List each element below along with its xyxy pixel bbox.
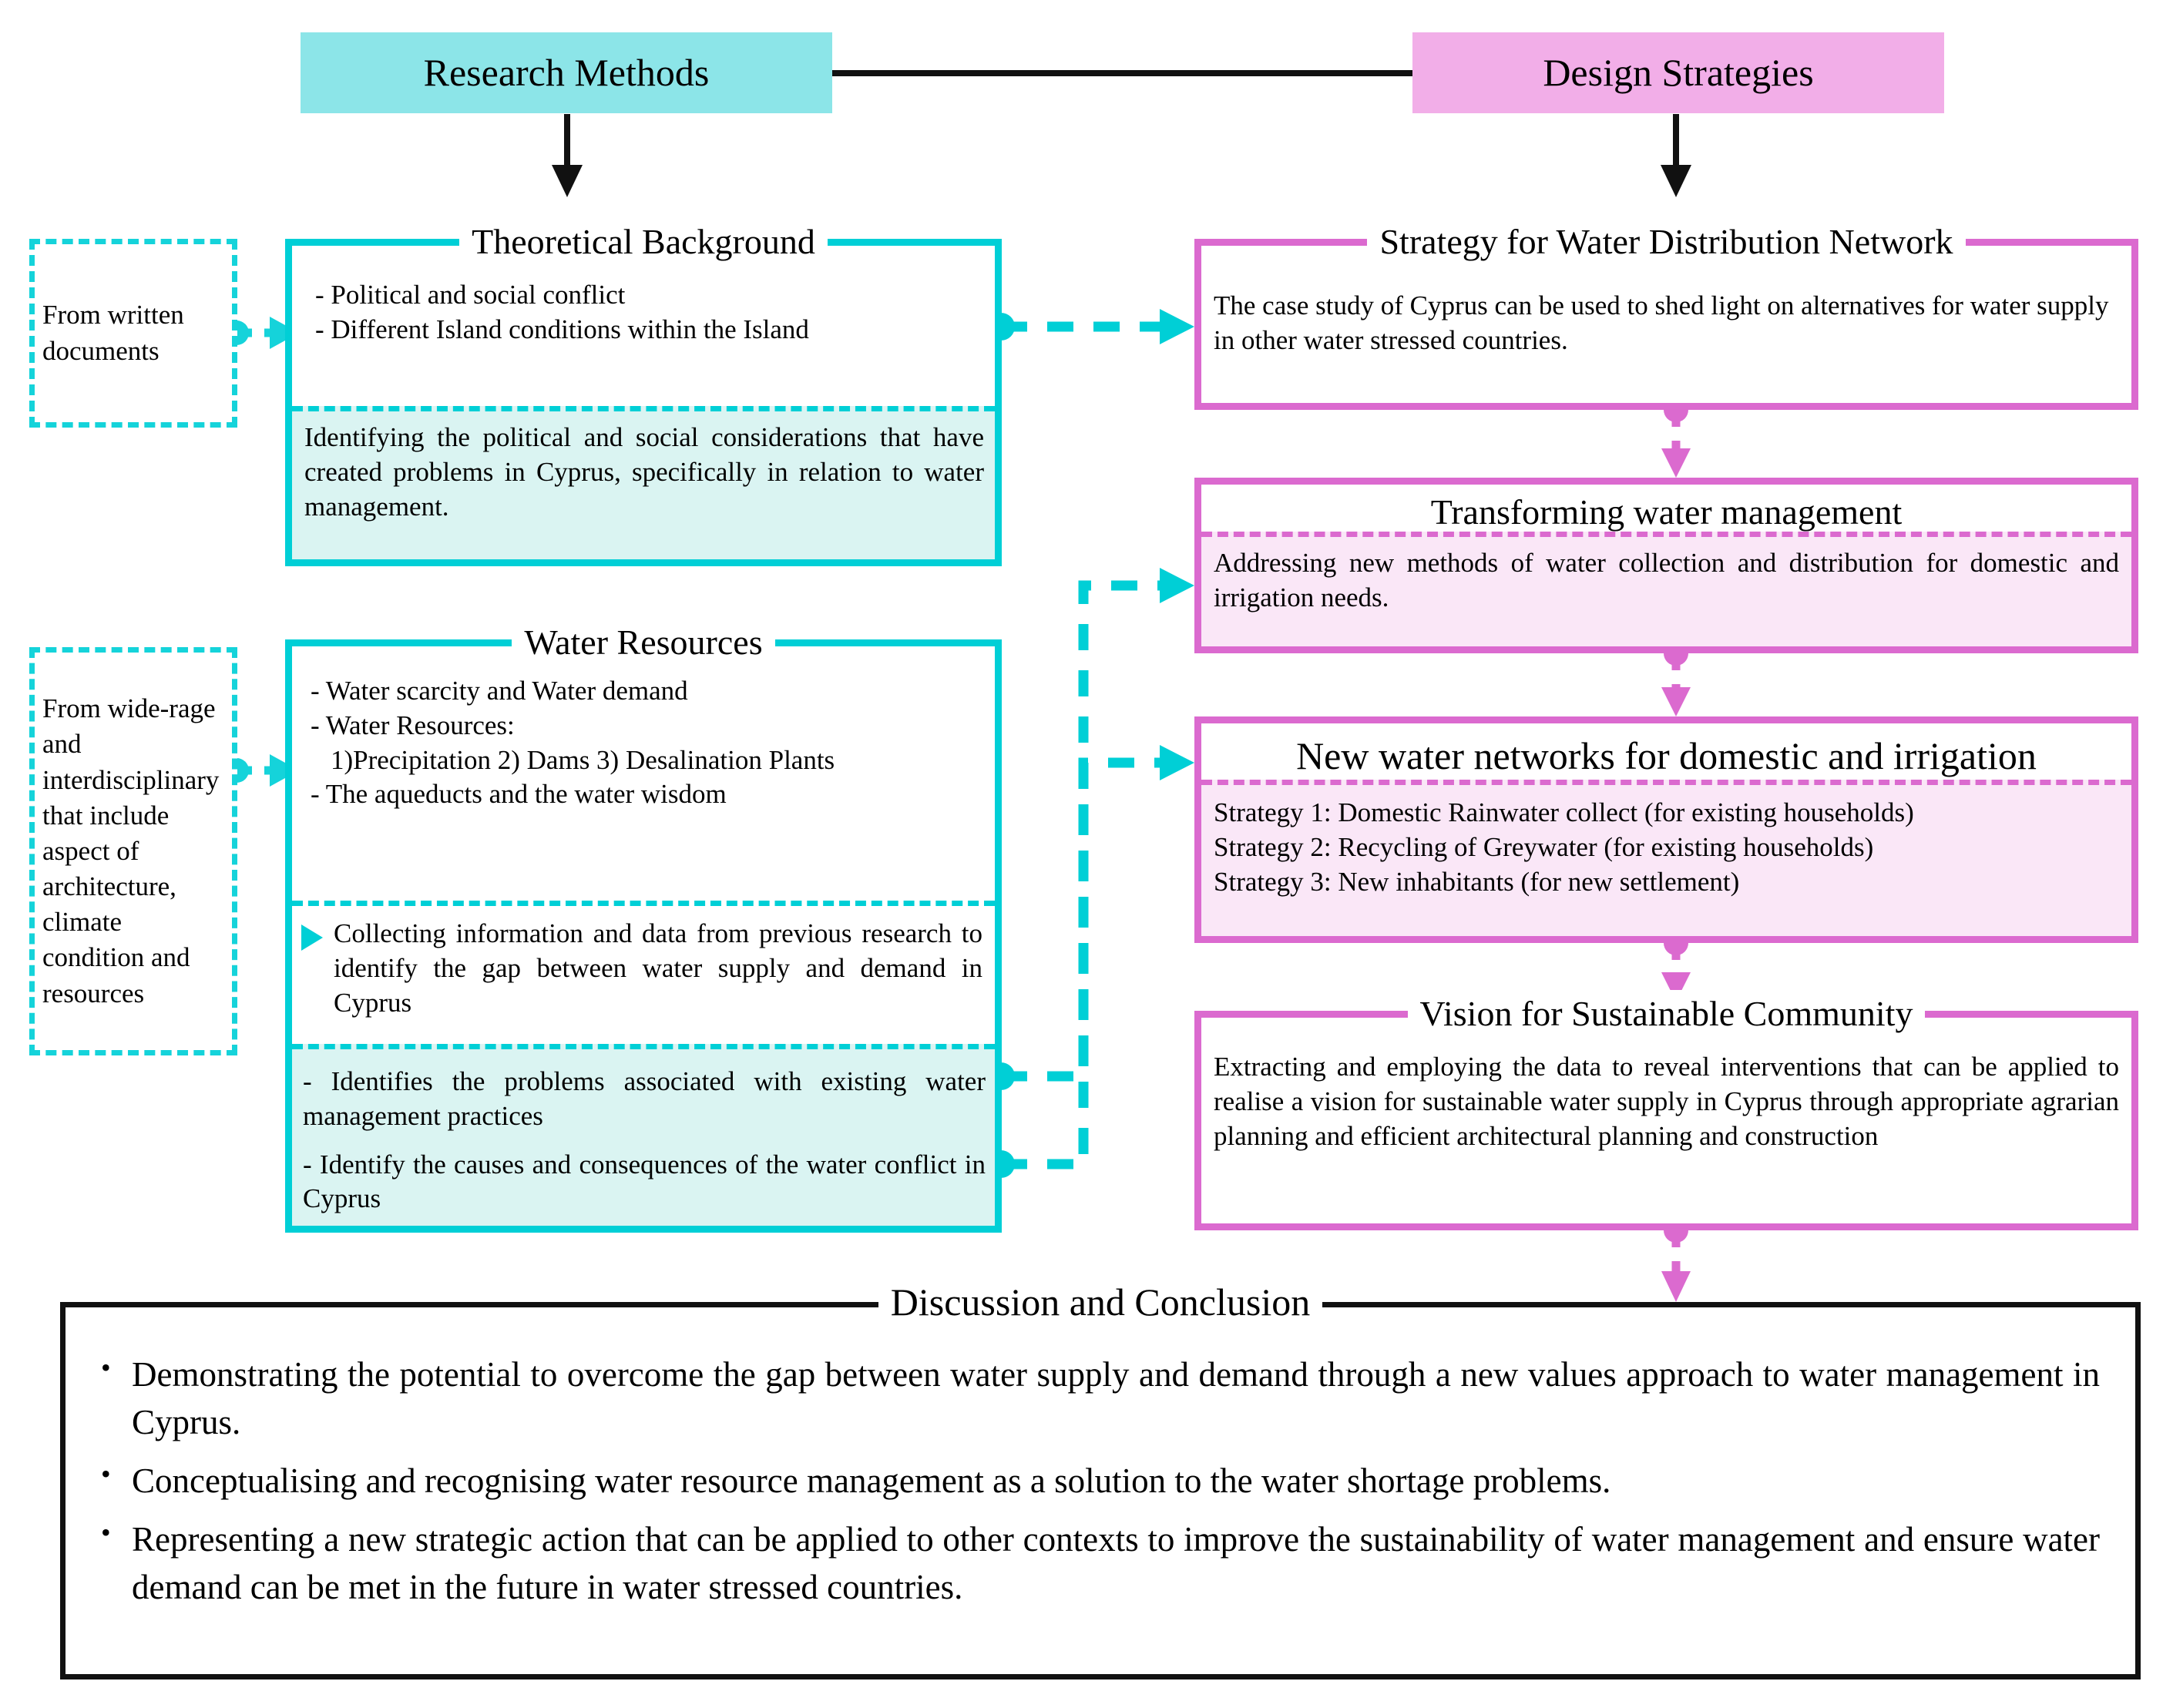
conclusion-bullet: • Conceptualising and recognising water resource management as a solution to the water shortage problems.: [132, 1457, 2100, 1505]
source-note-interdisciplinary: [29, 647, 237, 1055]
method-arrow-icon: [301, 924, 324, 951]
box-discussion-conclusion-title: Discussion and Conclusion: [878, 1278, 1322, 1326]
water-resources-outcome: - Identify the causes and consequences of the water conflict in Cyprus: [303, 1149, 986, 1214]
conclusion-bullet: • Representing a new strategic action that can be applied to other contexts to improve the sustainability of water management and ensure water demand can be met in the future in water stressed countries.: [132, 1515, 2100, 1611]
water-resources-method-text: Collecting information and data from previous research to identify the gap between water supply and demand in Cyprus: [334, 918, 982, 1018]
water-resources-outcomes: [292, 1044, 995, 1226]
theoretical-background-bullet: - Different Island conditions within the Island: [315, 314, 809, 344]
box-new-water-networks-title: New water networks for domestic and irrigation: [1296, 734, 2037, 777]
conclusion-bullet: • Demonstrating the potential to overcome the gap between water supply and demand through a new values approach to water management in Cyprus.: [132, 1351, 2100, 1446]
water-resources-bullets: [292, 646, 995, 812]
new-water-networks-strategy: Strategy 1: Domestic Rainwater collect (for existing households): [1214, 797, 1914, 827]
water-resources-outcome: - Identifies the problems associated with existing water management practices: [303, 1066, 986, 1131]
box-theoretical-background-title: Theoretical Background: [459, 218, 828, 266]
vision-sustainable-community-body-text: Extracting and employing the data to reveal interventions that can be applied to realise a vision for sustainable water supply in Cyprus through appropriate agrarian planning and efficient architectural planning and construction: [1214, 1052, 2119, 1151]
theoretical-background-bullets: [292, 246, 995, 347]
theoretical-background-bullet: - Political and social conflict: [315, 280, 626, 310]
new-water-networks-strategy: Strategy 3: New inhabitants (for new settlement): [1214, 866, 1740, 897]
source-note-interdisciplinary-label: From wide-rage and interdisciplinary that include aspect of architecture, climate condition and resources: [42, 693, 220, 1008]
banner-research-methods: [301, 32, 832, 113]
theoretical-background-outcome-text: Identifying the political and social considerations that have created problems in Cyprus, specifically in relation to water management.: [304, 422, 984, 522]
box-new-water-networks: [1194, 716, 2138, 943]
transforming-water-management-body: [1201, 532, 2131, 646]
water-resources-bullet: 1)Precipitation 2) Dams 3) Desalination Plants: [331, 744, 835, 775]
source-note-written-documents: [29, 239, 237, 428]
box-strategy-water-distribution-title: Strategy for Water Distribution Network: [1367, 218, 1965, 266]
banner-research-methods-label: Research Methods: [423, 51, 710, 94]
source-note-written-documents-label: From written documents: [42, 300, 184, 366]
box-vision-sustainable-community: [1194, 994, 2138, 1230]
conclusion-bullet-list: [65, 1307, 2135, 1611]
water-resources-bullet: - Water scarcity and Water demand: [311, 676, 688, 706]
box-transforming-water-management: [1194, 478, 2138, 653]
banner-design-strategies-label: Design Strategies: [1543, 51, 1814, 94]
strategy-water-distribution-body: [1201, 246, 2131, 358]
water-resources-method: [292, 901, 995, 1060]
banner-design-strategies: [1412, 32, 1944, 113]
vision-sustainable-community-body: [1201, 1018, 2131, 1153]
new-water-networks-strategies: [1201, 780, 2131, 936]
box-water-resources: [285, 622, 1002, 1233]
new-water-networks-strategy: Strategy 2: Recycling of Greywater (for existing households): [1214, 831, 1874, 862]
water-resources-bullet: - Water Resources:: [311, 710, 515, 740]
box-water-resources-title: Water Resources: [512, 619, 774, 666]
box-discussion-conclusion: [60, 1280, 2141, 1679]
strategy-water-distribution-body-text: The case study of Cyprus can be used to shed light on alternatives for water supply in other water stressed countries.: [1214, 290, 2109, 355]
box-theoretical-background: [285, 222, 1002, 566]
box-transforming-water-management-title: Transforming water management: [1430, 492, 1903, 532]
water-resources-bullet: - The aqueducts and the water wisdom: [311, 779, 727, 810]
box-strategy-water-distribution: [1194, 222, 2138, 410]
box-vision-sustainable-community-title: Vision for Sustainable Community: [1408, 990, 1926, 1038]
transforming-water-management-body-text: Addressing new methods of water collection and distribution for domestic and irrigation needs.: [1214, 548, 2119, 612]
theoretical-background-outcome: [292, 406, 995, 559]
